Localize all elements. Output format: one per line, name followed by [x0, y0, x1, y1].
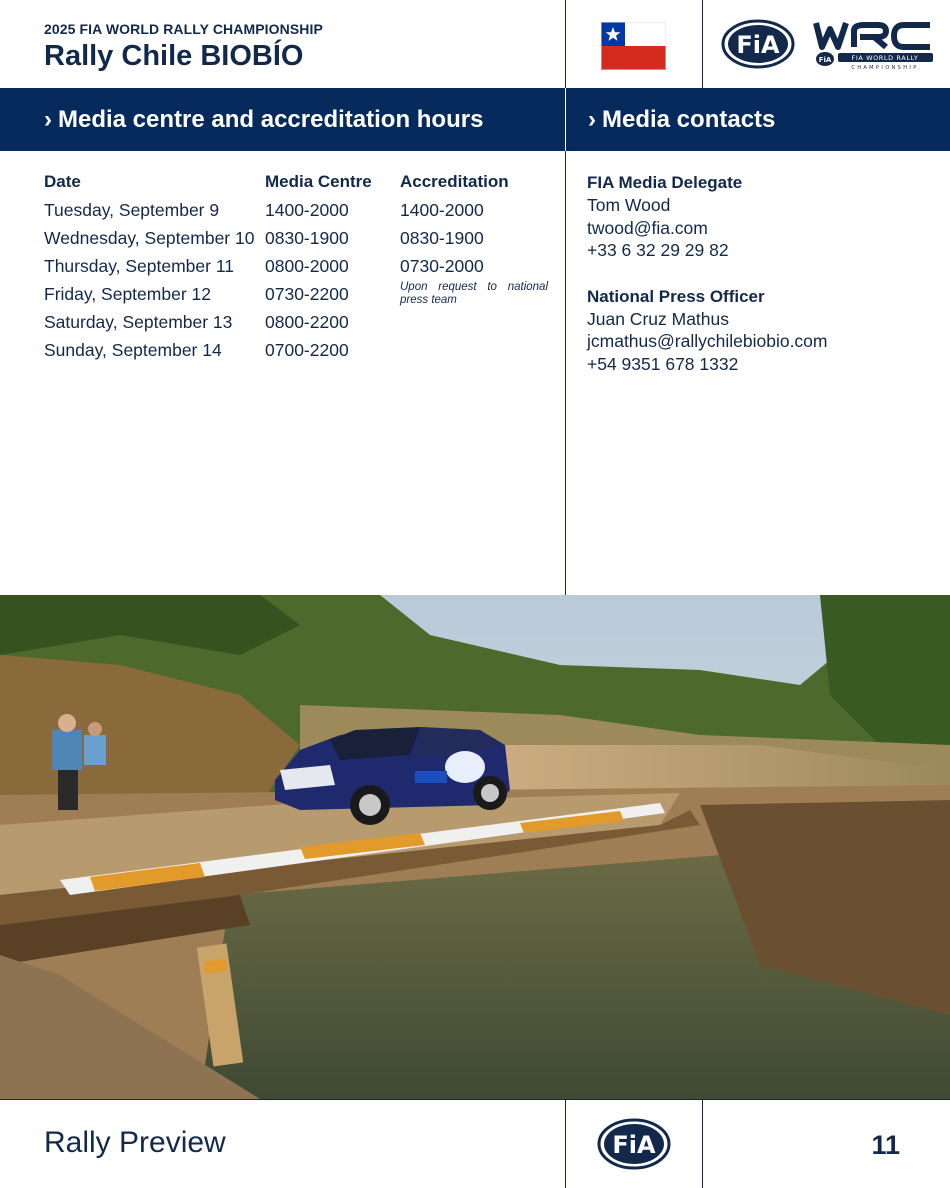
accreditation-cell: 1400-2000	[400, 200, 484, 220]
contact-role: National Press Officer	[587, 286, 765, 306]
date-cell: Wednesday, September 10	[44, 228, 255, 248]
contacts-band	[566, 88, 950, 151]
header-divider-2	[702, 0, 703, 88]
contact-block-fia	[587, 172, 828, 262]
contacts-section-title: › Media contacts	[588, 106, 776, 133]
column-divider	[565, 151, 566, 595]
chevron-right-icon: ›	[588, 106, 596, 133]
svg-text:FiA: FiA	[818, 56, 832, 64]
svg-text:CHAMPIONSHIP: CHAMPIONSHIP	[851, 65, 919, 71]
column-header-media-centre: Media Centre	[265, 172, 372, 191]
accreditation-note: Upon request to national press team	[400, 281, 548, 306]
svg-text:FiA: FiA	[736, 31, 780, 59]
contacts-list	[587, 172, 828, 375]
footer-label: Rally Preview	[44, 1126, 226, 1159]
footer-divider-2	[702, 1099, 703, 1188]
media-centre-cell: 0800-2200	[265, 312, 349, 332]
contact-phone: +54 9351 678 1332	[587, 353, 739, 374]
date-cell: Saturday, September 13	[44, 312, 233, 332]
media-centre-cell: 0830-1900	[265, 228, 349, 248]
media-centre-cell: 0700-2200	[265, 340, 349, 360]
contact-role: FIA Media Delegate	[587, 173, 743, 192]
date-cell: Thursday, September 11	[44, 256, 235, 276]
svg-text:FIA WORLD RALLY: FIA WORLD RALLY	[851, 54, 919, 62]
media-centre-section-title: › Media centre and accreditation hours	[44, 106, 484, 133]
contact-block-national	[587, 286, 828, 376]
contact-name: Juan Cruz Mathus	[587, 308, 730, 329]
chile-flag-icon	[601, 22, 666, 70]
date-cell: Friday, September 12	[44, 284, 211, 304]
rally-title: Rally Chile BIOBÍO	[44, 40, 304, 72]
chevron-right-icon: ›	[44, 106, 52, 133]
media-centre-cell: 0730-2200	[265, 284, 349, 304]
column-header-accreditation: Accreditation	[400, 172, 509, 191]
media-centre-band	[0, 88, 565, 151]
contact-phone: +33 6 32 29 29 82	[587, 240, 729, 260]
championship-kicker: 2025 FIA WORLD RALLY CHAMPIONSHIP	[44, 21, 323, 37]
contact-name: Tom Wood	[587, 195, 671, 215]
contact-email-link[interactable]: twood@fia.com	[587, 217, 708, 238]
rally-car-bridge-photo	[0, 595, 950, 1099]
date-cell: Tuesday, September 9	[44, 200, 220, 220]
svg-text:FiA: FiA	[612, 1131, 656, 1159]
header-divider-1	[565, 0, 566, 88]
wrc-logo-icon	[812, 17, 935, 71]
date-cell: Sunday, September 14	[44, 340, 222, 360]
column-header-date: Date	[44, 172, 81, 191]
accreditation-cell: 0830-1900	[400, 228, 484, 248]
fia-logo-icon	[721, 19, 795, 69]
footer-divider-1	[565, 1099, 566, 1188]
footer-rule	[0, 1099, 950, 1100]
page-number: 11	[871, 1130, 900, 1160]
fia-logo-icon	[597, 1118, 671, 1170]
contact-email-link[interactable]: jcmathus@rallychilebiobio.com	[587, 331, 828, 351]
media-centre-cell: 0800-2000	[265, 256, 349, 276]
accreditation-cell: 0730-2000	[400, 256, 484, 276]
media-centre-cell: 1400-2000	[265, 200, 349, 220]
